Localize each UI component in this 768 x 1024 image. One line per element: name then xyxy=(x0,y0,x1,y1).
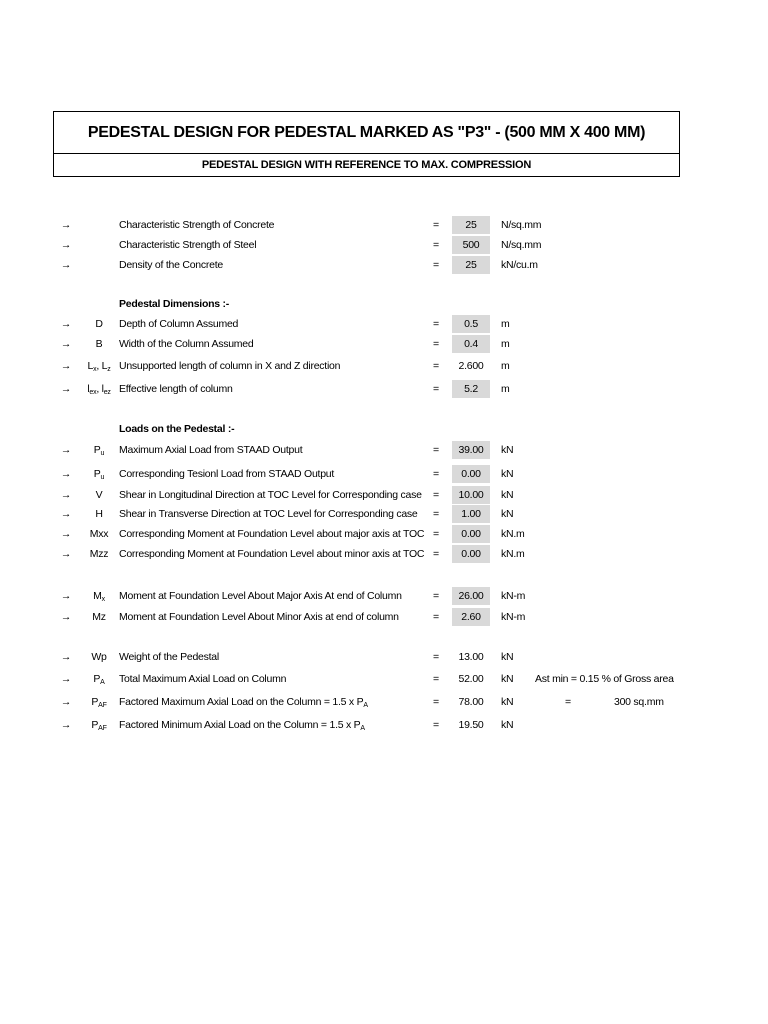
arrow-icon: → xyxy=(60,444,72,456)
row-description: Moment at Foundation Level About Major Axis At end of Column xyxy=(119,590,402,602)
equals-sign: = xyxy=(433,719,439,731)
page-subtitle: PEDESTAL DESIGN WITH REFERENCE TO MAX. COMPRESSION xyxy=(201,159,532,171)
symbol: $P_A$ xyxy=(93,673,105,686)
equals-sign: = xyxy=(433,611,439,623)
row-effective-length xyxy=(0,380,768,398)
row-moment-major xyxy=(0,525,768,543)
symbol: Mz xyxy=(92,611,106,623)
equals-sign: = xyxy=(433,468,439,480)
input-value[interactable]: 2.60 xyxy=(452,608,490,626)
arrow-icon: → xyxy=(60,219,72,231)
arrow-icon: → xyxy=(60,528,72,540)
arrow-icon: → xyxy=(60,696,72,708)
unit-label: N/sq.mm xyxy=(501,239,542,251)
unit-label: kN xyxy=(501,444,514,456)
row-shear-transverse xyxy=(0,505,768,523)
row-concrete-density xyxy=(0,256,768,274)
input-value[interactable]: 10.00 xyxy=(452,486,490,504)
unit-label: kN-m xyxy=(501,611,526,623)
input-value[interactable]: 0.00 xyxy=(452,545,490,563)
row-description: Depth of Column Assumed xyxy=(119,318,239,330)
row-description: Characteristic Strength of Steel xyxy=(119,239,257,251)
unit-label: kN xyxy=(501,696,514,708)
symbol: $P_{AF}$ xyxy=(91,696,107,709)
equals-sign: = xyxy=(433,651,439,663)
row-description: Effective length of column xyxy=(119,383,233,395)
unit-label: m xyxy=(501,318,510,330)
arrow-icon: → xyxy=(60,719,72,731)
row-moment-major-end xyxy=(0,587,768,605)
input-value[interactable]: 1.00 xyxy=(452,505,490,523)
ast-min-equals: = xyxy=(565,696,571,708)
unit-label: kN xyxy=(501,508,514,520)
row-description: Corresponding Moment at Foundation Level about minor axis at TOC xyxy=(119,548,425,560)
row-description: Width of the Column Assumed xyxy=(119,338,254,350)
symbol: $P_{AF}$ xyxy=(91,719,107,732)
symbol: Mxx xyxy=(89,528,109,540)
computed-value: 13.00 xyxy=(458,651,484,663)
input-value[interactable]: 25 xyxy=(452,256,490,274)
equals-sign: = xyxy=(433,360,439,372)
symbol: $P_u$ xyxy=(93,444,105,457)
arrow-icon: → xyxy=(60,468,72,480)
equals-sign: = xyxy=(433,259,439,271)
row-pedestal-weight xyxy=(0,648,768,666)
unit-label: kN.m xyxy=(501,528,525,540)
symbol: $P_u$ xyxy=(93,468,105,481)
equals-sign: = xyxy=(433,338,439,350)
symbol: Wp xyxy=(91,651,107,663)
unit-label: kN xyxy=(501,489,514,501)
page-title: PEDESTAL DESIGN FOR PEDESTAL MARKED AS "P3" - (500 MM X 400 MM) xyxy=(54,112,679,154)
row-description: Corresponding Tesionl Load from STAAD Output xyxy=(119,468,335,480)
input-value[interactable]: 500 xyxy=(452,236,490,254)
arrow-icon: → xyxy=(60,489,72,501)
row-moment-minor xyxy=(0,545,768,563)
row-width xyxy=(0,335,768,353)
row-unsupported-length xyxy=(0,357,768,375)
row-total-axial-load xyxy=(0,670,768,688)
ast-min-note: Ast min = 0.15 % of Gross area xyxy=(535,673,674,685)
symbol: $l_{ex}$, $l_{ez}$ xyxy=(87,383,111,396)
arrow-icon: → xyxy=(60,318,72,330)
row-tension-load xyxy=(0,465,768,483)
input-value[interactable]: 0.5 xyxy=(452,315,490,333)
row-description: Characteristic Strength of Concrete xyxy=(119,219,275,231)
row-description: Total Maximum Axial Load on Column xyxy=(119,673,287,685)
equals-sign: = xyxy=(433,696,439,708)
arrow-icon: → xyxy=(60,548,72,560)
unit-label: kN-m xyxy=(501,590,526,602)
unit-label: kN xyxy=(501,468,514,480)
symbol: $M_x$ xyxy=(93,590,105,603)
unit-label: kN.m xyxy=(501,548,525,560)
row-description: Shear in Longitudinal Direction at TOC Level for Corresponding case xyxy=(119,489,422,501)
equals-sign: = xyxy=(433,383,439,395)
computed-value: 78.00 xyxy=(458,696,484,708)
row-moment-minor-end xyxy=(0,608,768,626)
row-description: Weight of the Pedestal xyxy=(119,651,219,663)
equals-sign: = xyxy=(433,219,439,231)
arrow-icon: → xyxy=(60,383,72,395)
unit-label: N/sq.mm xyxy=(501,219,542,231)
unit-label: kN/cu.m xyxy=(501,259,538,271)
equals-sign: = xyxy=(433,548,439,560)
symbol: V xyxy=(95,489,103,501)
ast-min-value: 300 sq.mm xyxy=(614,696,664,708)
input-value[interactable]: 5.2 xyxy=(452,380,490,398)
symbol: D xyxy=(95,318,103,330)
row-description: Maximum Axial Load from STAAD Output xyxy=(119,444,303,456)
unit-label: m xyxy=(501,360,510,372)
title-box xyxy=(53,111,680,177)
equals-sign: = xyxy=(433,590,439,602)
row-max-axial-load xyxy=(0,441,768,459)
input-value[interactable]: 25 xyxy=(452,216,490,234)
row-depth xyxy=(0,315,768,333)
section-heading: Pedestal Dimensions :- xyxy=(119,298,230,310)
arrow-icon: → xyxy=(60,338,72,350)
arrow-icon: → xyxy=(60,508,72,520)
input-value[interactable]: 0.00 xyxy=(452,525,490,543)
row-description: Moment at Foundation Level About Minor Axis at end of column xyxy=(119,611,399,623)
arrow-icon: → xyxy=(60,651,72,663)
row-concrete-strength xyxy=(0,216,768,234)
equals-sign: = xyxy=(433,239,439,251)
row-factored-min-axial-load xyxy=(0,716,768,734)
unit-label: m xyxy=(501,383,510,395)
arrow-icon: → xyxy=(60,590,72,602)
row-factored-max-axial-load xyxy=(0,693,768,711)
equals-sign: = xyxy=(433,489,439,501)
symbol: Mzz xyxy=(89,548,109,560)
row-steel-strength xyxy=(0,236,768,254)
row-description: Unsupported length of column in X and Z direction xyxy=(119,360,341,372)
input-value[interactable]: 0.00 xyxy=(452,465,490,483)
equals-sign: = xyxy=(433,508,439,520)
unit-label: m xyxy=(501,338,510,350)
equals-sign: = xyxy=(433,318,439,330)
input-value[interactable]: 0.4 xyxy=(452,335,490,353)
input-value[interactable]: 26.00 xyxy=(452,587,490,605)
row-shear-longitudinal xyxy=(0,486,768,504)
unit-label: kN xyxy=(501,673,514,685)
symbol: B xyxy=(95,338,103,350)
unit-label: kN xyxy=(501,719,514,731)
row-description: Shear in Transverse Direction at TOC Level for Corresponding case xyxy=(119,508,418,520)
arrow-icon: → xyxy=(60,239,72,251)
input-value[interactable]: 39.00 xyxy=(452,441,490,459)
arrow-icon: → xyxy=(60,673,72,685)
equals-sign: = xyxy=(433,444,439,456)
computed-value: 52.00 xyxy=(458,673,484,685)
arrow-icon: → xyxy=(60,360,72,372)
row-description: Factored Minimum Axial Load on the Column = 1.5 x $P_A$ xyxy=(119,719,365,732)
arrow-icon: → xyxy=(60,259,72,271)
arrow-icon: → xyxy=(60,611,72,623)
row-description: Factored Maximum Axial Load on the Column = 1.5 x $P_A$ xyxy=(119,696,368,709)
computed-value: 19.50 xyxy=(458,719,484,731)
equals-sign: = xyxy=(433,673,439,685)
row-description: Density of the Concrete xyxy=(119,259,223,271)
section-heading-loads xyxy=(0,420,768,438)
section-heading-dimensions xyxy=(0,295,768,313)
row-description: Corresponding Moment at Foundation Level about major axis at TOC xyxy=(119,528,425,540)
unit-label: kN xyxy=(501,651,514,663)
section-heading: Loads on the Pedestal :- xyxy=(119,423,235,435)
symbol: $L_x$, $L_z$ xyxy=(87,360,111,373)
symbol: H xyxy=(95,508,103,520)
equals-sign: = xyxy=(433,528,439,540)
computed-value: 2.600 xyxy=(458,360,484,372)
